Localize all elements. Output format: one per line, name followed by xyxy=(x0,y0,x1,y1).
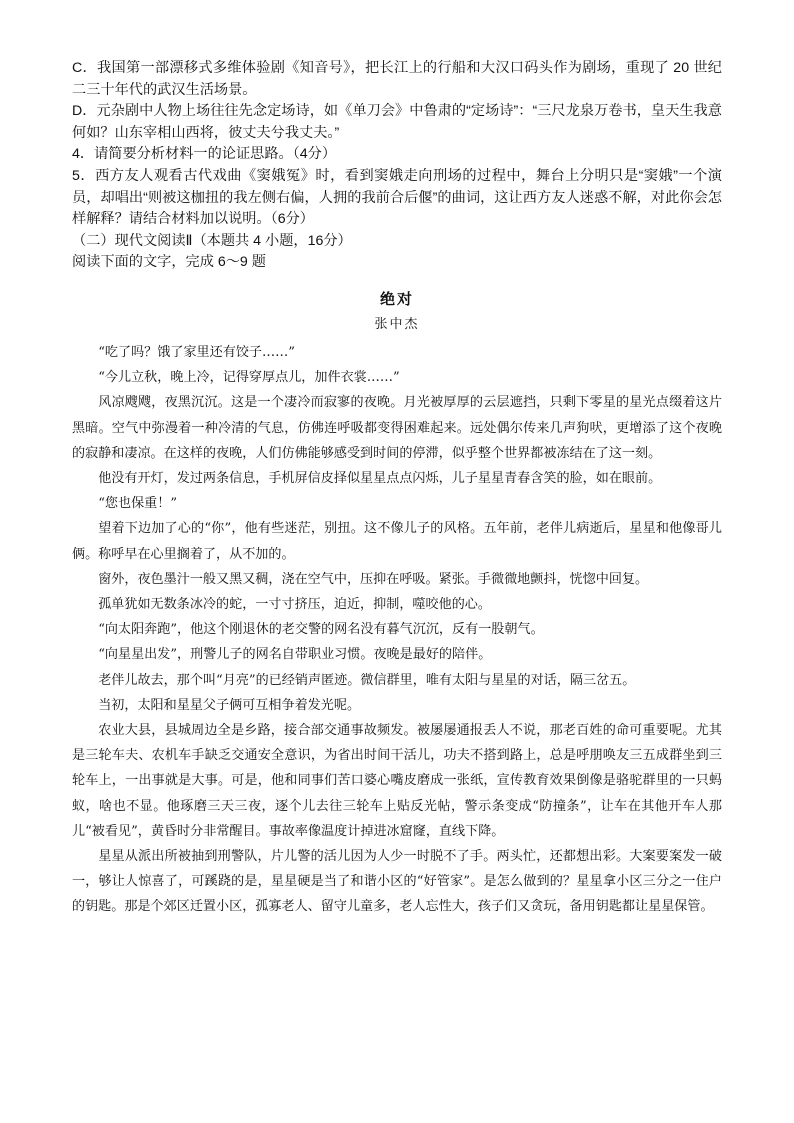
article-author: 张中杰 xyxy=(374,316,420,332)
paragraph: “今儿立秋，晚上冷，记得穿厚点儿，加件衣裳……” xyxy=(98,370,400,386)
paragraph: 窗外，夜色墨汁一般又黑又稠，浇在空气中，压抑在呼吸。紧张。手微微地颤抖，恍惚中回复。 xyxy=(98,571,649,587)
article-body xyxy=(72,340,722,920)
section-instruction: 阅读下面的文字，完成 6～9 题 xyxy=(72,254,266,271)
paragraph: 他没有开灯，发过两条信息，手机屏信皮择似星星点点闪烁，儿子星星青春含笑的脸，如在眼前。 xyxy=(98,470,662,486)
paragraph: “吃了吗？饿了家里还有饺子……” xyxy=(98,344,295,360)
paragraph: 孤单犹如无数条冰冷的蛇，一寸寸挤压，迫近，抑制，噬咬他的心。 xyxy=(98,596,491,612)
question-4: 4．请简要分析材料一的论证思路。（4分） xyxy=(72,146,337,163)
question-5: 5．西方友人观看古代戏曲《窦娥冤》时，看到窦娥走向刑场的过程中，舞台上分明只是“窦娥”一个演员，却唱出“则被这枷扭的我左侧右偏，人拥的我前合后偃”的曲词，这让西方友人迷惑不解，对此你会怎样解释？请结合材料加以说明。（6分） xyxy=(72,167,722,228)
paragraph: 老伴儿故去，那个叫“月亮”的已经销声匿迹。微信群里，唯有太阳与星星的对话，隔三岔五。 xyxy=(98,672,636,688)
paragraph: “您也保重！” xyxy=(98,496,178,512)
paragraph: 星星从派出所被抽到刑警队，片儿警的活儿因为人少一时脱不了手。两头忙，还都想出彩。大案要案发一破一，够让人惊喜了，可蹊跷的是，星星硬是当了和谐小区的“好管家”。是怎么做到的？星星拿小区三分之一住户的钥匙。那是个郊区迁置小区，孤寡老人、留守儿童多，老人忘性大，孩子们又贪玩，备用钥匙都让星星保管。 xyxy=(72,849,722,915)
option-d: D．元杂剧中人物上场往往先念定场诗，如《单刀会》中鲁肃的“定场诗”：“三尺龙泉万卷书，皇天生我意何如？山东宰相山西将，彼丈夫兮我丈夫。” xyxy=(72,103,722,141)
paragraph: 当初，太阳和星星父子俩可互相争着发光呢。 xyxy=(98,697,361,713)
paragraph: “向星星出发”，刑警儿子的网名自带职业习惯。夜晚是最好的陪伴。 xyxy=(98,647,492,663)
paragraph: 风凉飕飕，夜黑沉沉。这是一个凄冷而寂寥的夜晚。月光被厚厚的云层遮挡，只剩下零星的星光点缀着这片黑暗。空气中弥漫着一种冷清的气息，仿佛连呼吸都变得困难起来。远处偶尔传来几声狗吠，更增添了这个夜晚的寂静和凄凉。在这样的夜晚，人们仿佛能够感受到时间的停滞，似乎整个世界都被冻结在了这一刻。 xyxy=(72,395,722,461)
paragraph: 农业大县，县城周边全是乡路，接合部交通事故频发。被屡屡通报丢人不说，那老百姓的命可重要呢。尤其是三轮车夫、农机车手缺乏交通安全意识，为省出时间干活儿，功夫不搭到路上，总是呼朋唤友三五成群坐到三轮车上，一出事就是大事。可是，他和同事们苦口婆心嘴皮磨成一张纸，宣传教育效果倒像是骆驼群里的一只蚂蚁，啥也不显。他琢磨三天三夜，逐个儿去往三轮车上贴反光帖，警示条变成“防撞条”，让车在其他开车人那儿“被看见”，黄昏时分非常醒目。事故率像温度计掉进冰窟窿，直线下降。 xyxy=(72,722,722,839)
paragraph: “向太阳奔跑”，他这个刚退休的老交警的网名没有暮气沉沉，反有一股朝气。 xyxy=(98,622,544,638)
article-title: 绝对 xyxy=(379,289,414,308)
paragraph: 望着下边加了心的“你”，他有些迷茫，别扭。这不像儿子的风格。五年前，老伴儿病逝后，星星和他像哥儿俩。称呼早在心里搁着了，从不加的。 xyxy=(72,521,722,562)
section-heading: （二）现代文阅读Ⅱ（本题共 4 小题，16分） xyxy=(72,232,352,249)
option-c: C．我国第一部漂移式多维体验剧《知音号》，把长江上的行船和大汉口码头作为剧场，重现了 20 世纪二三十年代的武汉生活场景。 xyxy=(72,60,722,98)
